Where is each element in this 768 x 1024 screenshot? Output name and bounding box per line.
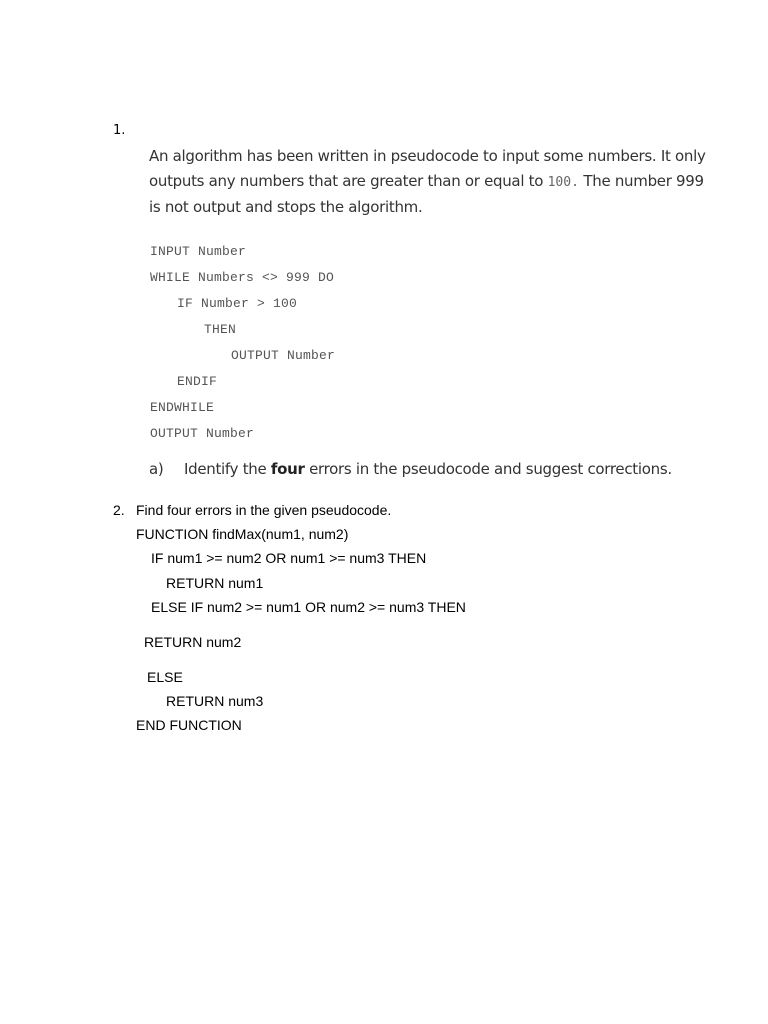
- question-1-code-line-5: OUTPUT Number: [231, 348, 336, 363]
- question-1-code-line-1: INPUT Number: [150, 244, 247, 259]
- question-1-code-line-4: THEN: [204, 322, 237, 337]
- question-2-code-line-8: END FUNCTION: [136, 717, 242, 733]
- question-2-number: 2.: [113, 502, 125, 518]
- question-1-code-line-2: WHILE Numbers <> 999 DO: [150, 270, 335, 285]
- question-2-code-line-6: ELSE: [147, 669, 183, 685]
- question-1-part-text-bold: four: [270, 460, 305, 478]
- question-1-intro-inline-code: 100.: [547, 174, 579, 190]
- question-1-intro-text-start: An algorithm has been written in pseudocode to input some numbers. It only outputs any numbers that are greater than or equal to: [149, 147, 706, 190]
- question-1-code-line-8: OUTPUT Number: [150, 426, 255, 441]
- question-1-intro: [149, 144, 709, 220]
- question-1-code-line-7: ENDWHILE: [150, 400, 215, 415]
- question-1-part-text-after: errors in the pseudocode and suggest corrections.: [304, 460, 672, 478]
- question-1-code-line-3: IF Number > 100: [177, 296, 298, 311]
- question-2-prompt: Find four errors in the given pseudocode.: [136, 502, 392, 518]
- question-2-code-line-7: RETURN num3: [166, 693, 264, 709]
- question-1-code-line-6: ENDIF: [177, 374, 218, 389]
- question-1-part-text-before: Identify the: [184, 460, 271, 478]
- question-1-intro-text-end: The number 999 is not output and stops the algorithm.: [149, 171, 704, 216]
- question-2-code-line-4: ELSE IF num2 >= num1 OR num2 >= num3 THEN: [151, 599, 466, 615]
- question-1-part-text: [184, 460, 672, 478]
- question-1-part-letter: a): [149, 460, 164, 478]
- question-2-code-line-2: IF num1 >= num2 OR num1 >= num3 THEN: [151, 550, 427, 566]
- question-2-code-line-5: RETURN num2: [144, 634, 242, 650]
- question-2-code-line-3: RETURN num1: [166, 575, 264, 591]
- question-1-number: 1.: [113, 123, 126, 138]
- question-2-code-line-1: FUNCTION findMax(num1, num2): [136, 526, 349, 542]
